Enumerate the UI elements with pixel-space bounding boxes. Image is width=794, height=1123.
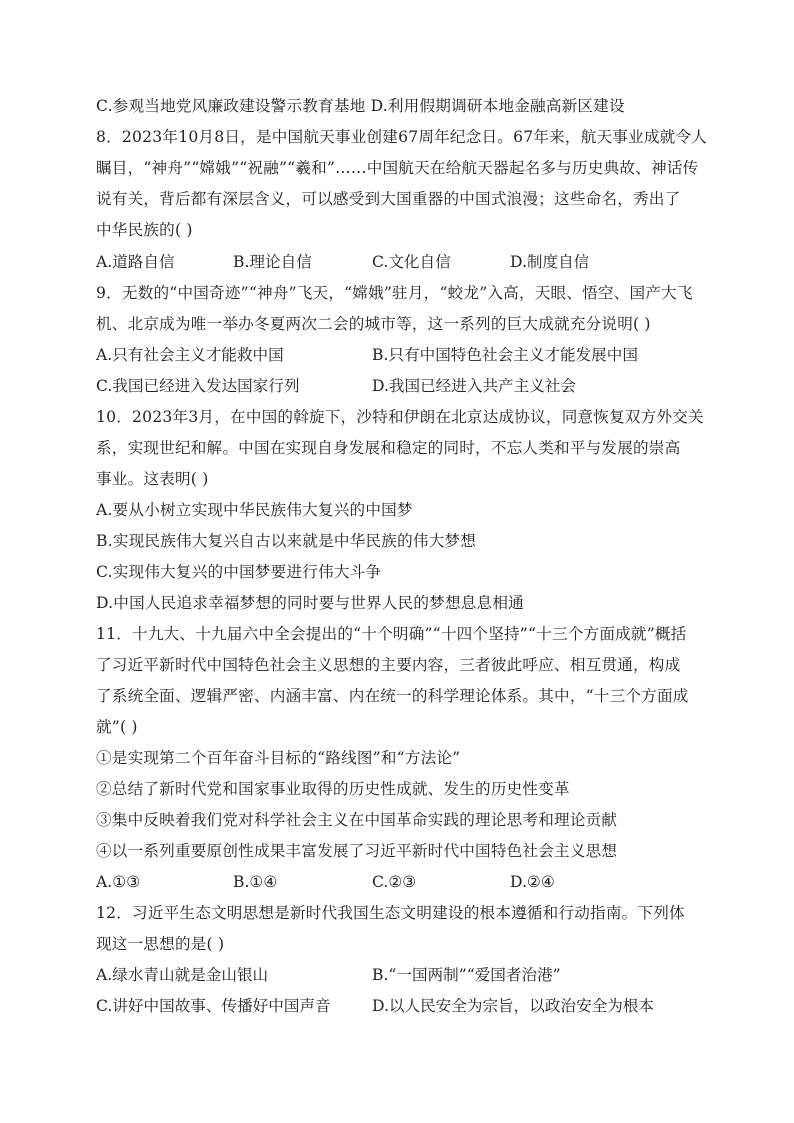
- q8-option-c: C.文化自信: [372, 253, 451, 271]
- q11-option-c: C.②③: [372, 873, 417, 891]
- q11-option-d: D.②④: [510, 873, 555, 891]
- q12-option-d: D.以人民安全为宗旨，以政治安全为根本: [372, 997, 654, 1015]
- q7-options-line: C.参观当地党风廉政建设警示教育基地 D.利用假期调研本地金融高新区建设: [96, 97, 625, 115]
- q9-option-b: B.只有中国特色社会主义才能发展中国: [372, 346, 638, 364]
- q11-stem-line-4: 就”( ): [96, 718, 138, 736]
- q8-option-b: B.理论自信: [233, 253, 312, 271]
- q8-stem-line-2: 瞩目，“神舟”“嫦娥”“祝融”“羲和”……中国航天在给航天器起名多与历史典故、神话传: [96, 159, 699, 177]
- q8-stem-line-3: 说有关，背后都有深层含义，可以感受到大国重器的中国式浪漫；这些命名，秀出了: [96, 190, 681, 208]
- q8-stem-line-4: 中华民族的( ): [96, 221, 193, 239]
- q11-stem-line-1: 11．十九大、十九届六中全会提出的“十个明确”“十四个坚持”“十三个方面成就”概括: [96, 625, 687, 643]
- q11-statement-4: ④以一系列重要原创性成果丰富发展了习近平新时代中国特色社会主义思想: [96, 842, 618, 860]
- q10-stem-line-3: 事业。这表明( ): [96, 470, 209, 488]
- q11-statement-2: ②总结了新时代党和国家事业取得的历史性成就、发生的历史性变革: [96, 780, 570, 798]
- q11-statement-1: ①是实现第二个百年奋斗目标的“路线图”和“方法论”: [96, 749, 461, 767]
- q8-option-d: D.制度自信: [510, 253, 590, 271]
- q8-stem-line-1: 8．2023年10月8日，是中国航天事业创建67周年纪念日。67年来，航天事业成就令人: [96, 128, 708, 146]
- q11-stem-line-3: 了系统全面、逻辑严密、内涵丰富、内在统一的科学理论体系。其中，“十三个方面成: [96, 687, 689, 705]
- q10-stem-line-1: 10．2023年3月，在中国的斡旋下，沙特和伊朗在北京达成协议，同意恢复双方外交关: [96, 408, 704, 426]
- q10-option-c: C.实现伟大复兴的中国梦要进行伟大斗争: [96, 563, 382, 581]
- q9-stem-line-1: 9．无数的“中国奇迹”“神舟”飞天，“嫦娥”驻月，“蛟龙”入高，天眼、悟空、国产大飞: [96, 284, 693, 302]
- q12-stem-line-2: 现这一思想的是( ): [96, 935, 225, 953]
- q11-statement-3: ③集中反映着我们党对科学社会主义在中国革命实践的理论思考和理论贡献: [96, 811, 618, 829]
- q11-option-b: B.①④: [233, 873, 278, 891]
- q10-option-b: B.实现民族伟大复兴自古以来就是中华民族的伟大梦想: [96, 532, 477, 550]
- q10-option-d: D.中国人民追求幸福梦想的同时要与世界人民的梦想息息相通: [96, 594, 524, 612]
- q10-stem-line-2: 系，实现世纪和解。中国在实现自身发展和稳定的同时，不忘人类和平与发展的崇高: [96, 439, 681, 457]
- q9-option-a: A.只有社会主义才能救中国: [96, 346, 284, 364]
- q11-stem-line-2: 了习近平新时代中国特色社会主义思想的主要内容，三者彼此呼应、相互贯通，构成: [96, 656, 681, 674]
- q12-stem-line-1: 12．习近平生态文明思想是新时代我国生态文明建设的根本遵循和行动指南。下列体: [96, 904, 685, 922]
- q9-option-c: C.我国已经进入发达国家行列: [96, 377, 300, 395]
- q9-option-d: D.我国已经进入共产主义社会: [372, 377, 577, 395]
- q11-option-a: A.①③: [96, 873, 141, 891]
- q9-stem-line-2: 机、北京成为唯一举办冬夏两次二会的城市等，这一系列的巨大成就充分说明( ): [96, 315, 651, 333]
- q8-option-a: A.道路自信: [96, 253, 175, 271]
- q12-option-b: B.“一国两制”“爱国者治港”: [372, 966, 561, 984]
- q12-option-a: A.绿水青山就是金山银山: [96, 966, 269, 984]
- q10-option-a: A.要从小树立实现中华民族伟大复兴的中国梦: [96, 501, 413, 519]
- q12-option-c: C.讲好中国故事、传播好中国声音: [96, 997, 331, 1015]
